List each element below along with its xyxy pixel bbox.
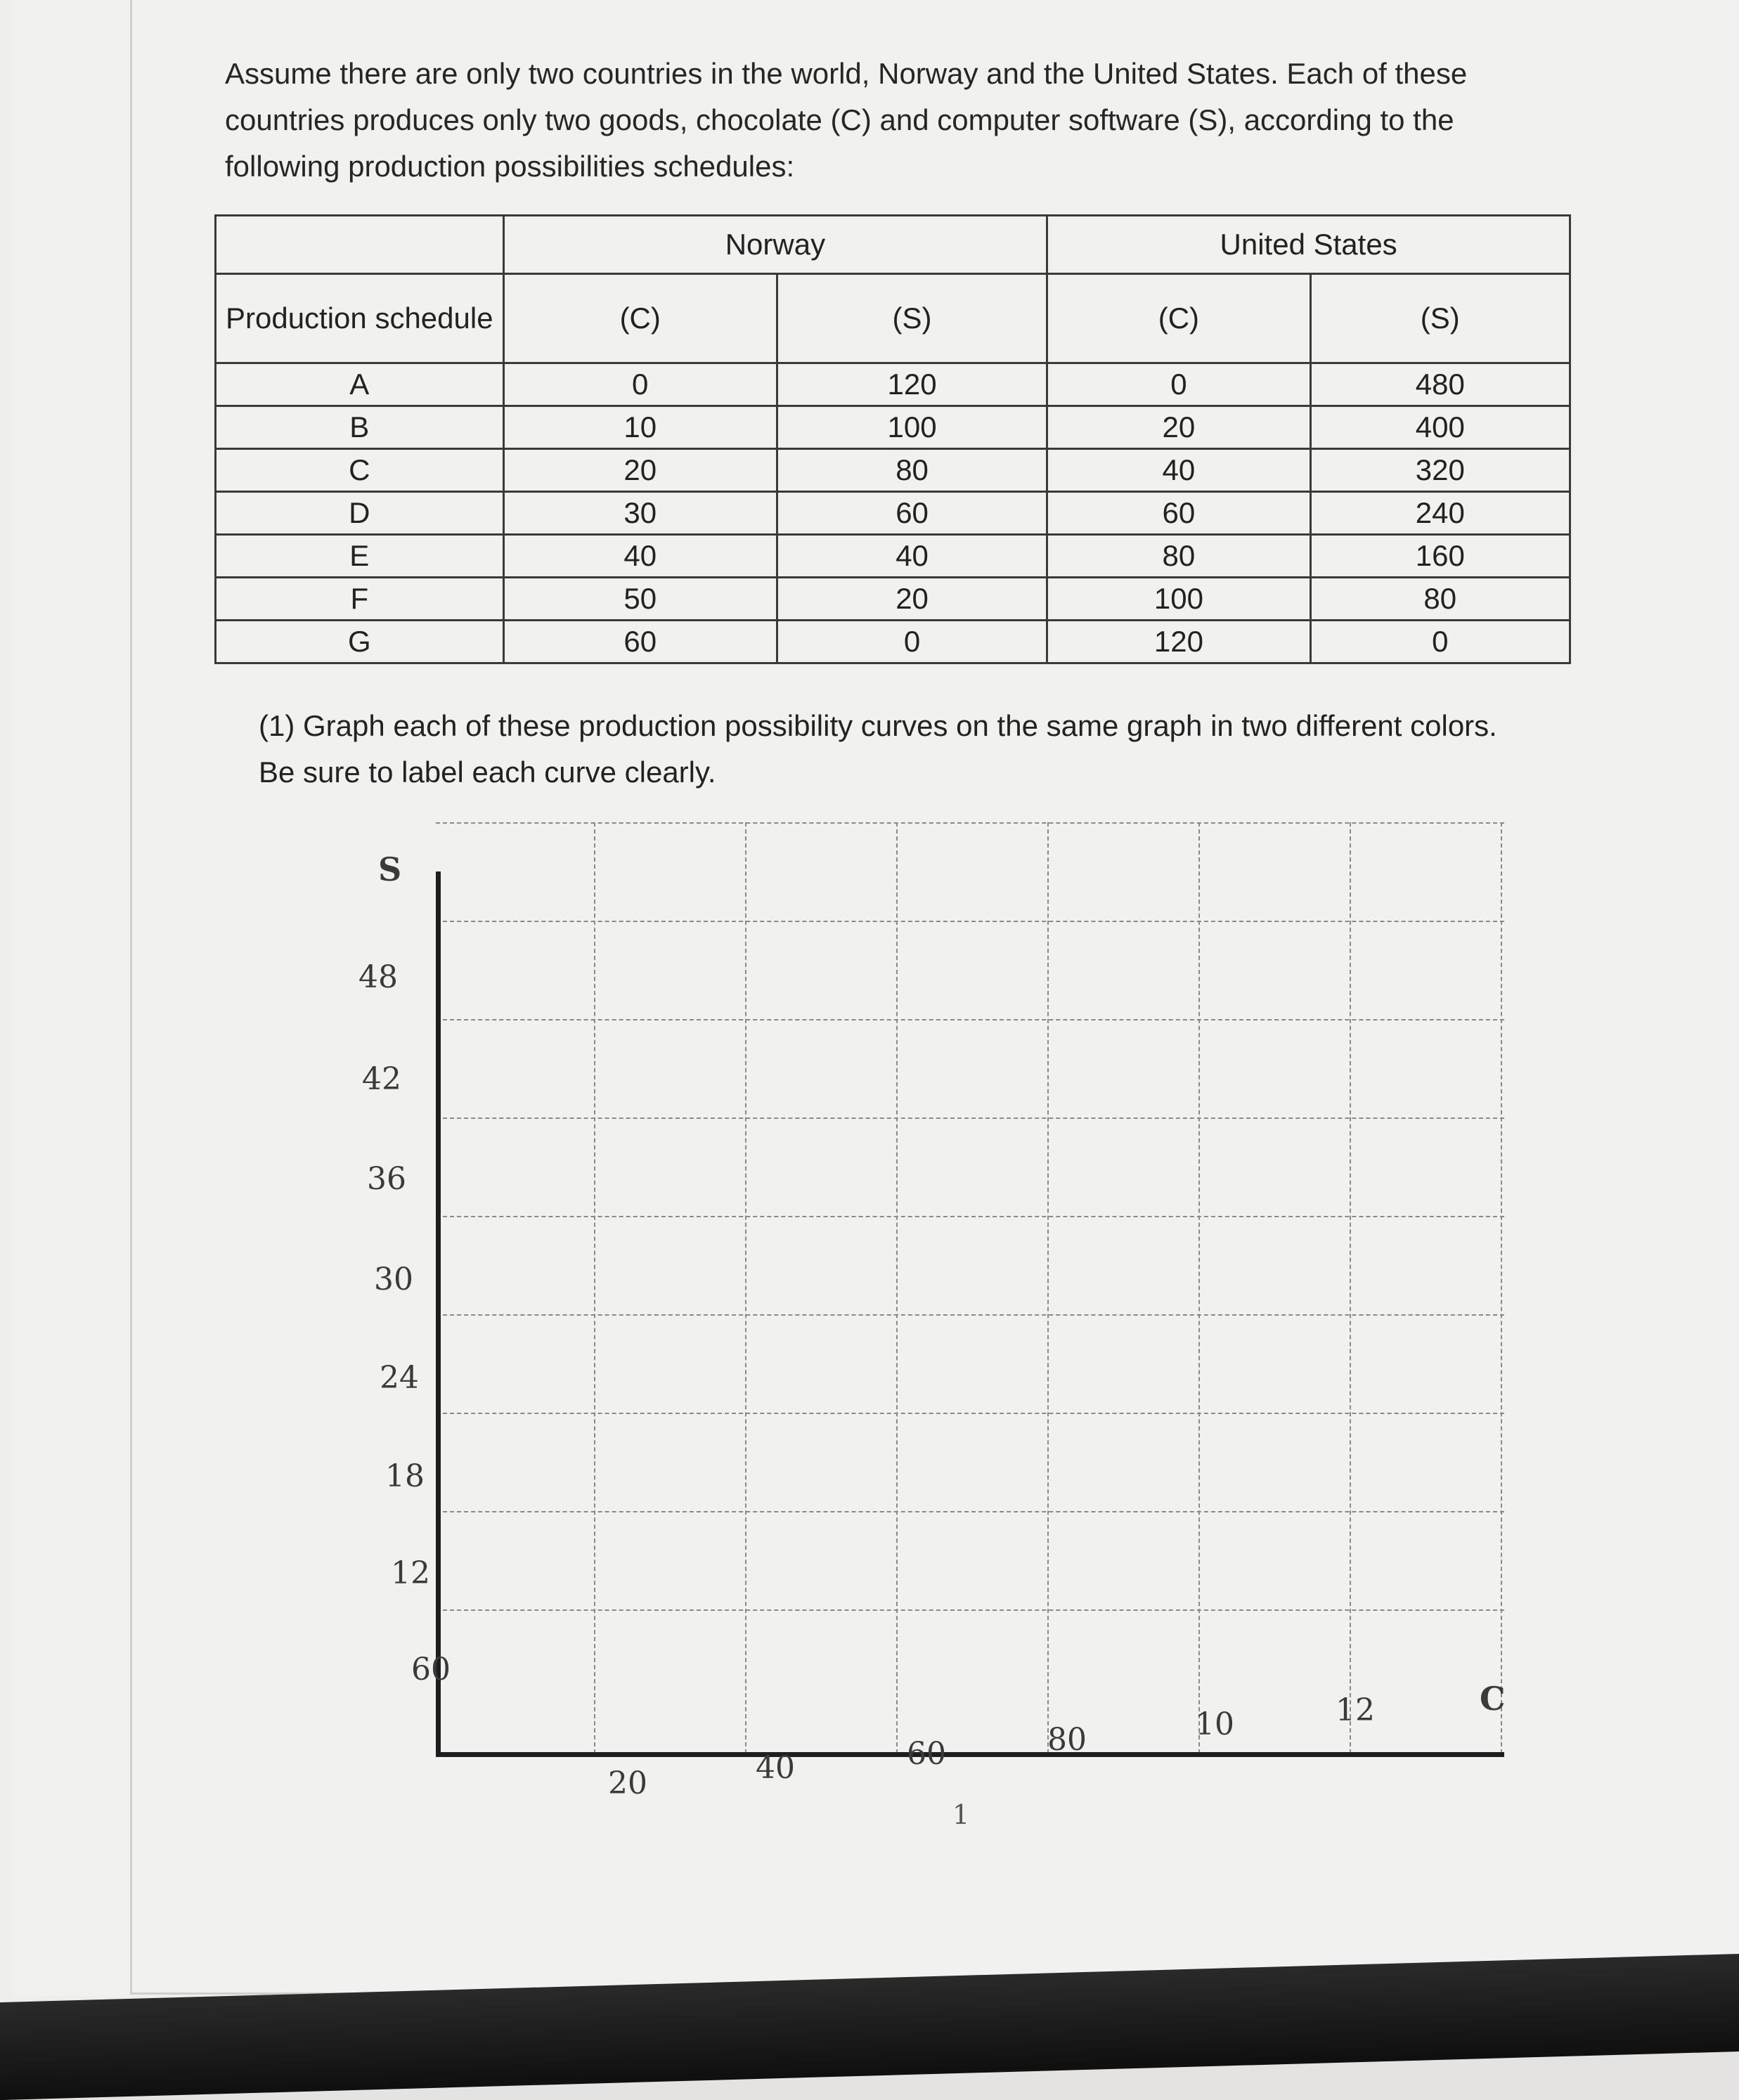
- table-cell: 160: [1310, 535, 1570, 578]
- y-tick-label: 24: [380, 1360, 419, 1396]
- table-cell: 100: [777, 406, 1047, 449]
- table-cell: 60: [777, 492, 1047, 535]
- table-corner-cell: [216, 216, 504, 274]
- table-cell: 400: [1310, 406, 1570, 449]
- grid-line: [436, 1216, 1504, 1219]
- table-row: [216, 449, 1570, 492]
- intro-line-2: countries produces only two goods, chocolate (C) and computer software (S), according to the: [225, 103, 1454, 136]
- table-cell: 80: [1047, 535, 1310, 578]
- question-line-1: (1) Graph each of these production possibility curves on the same graph in two different colors.: [259, 709, 1497, 742]
- table-cell: 240: [1310, 492, 1570, 535]
- table-cell: 50: [503, 578, 777, 621]
- norway-c-header: (C): [503, 274, 777, 363]
- table-cell: 20: [777, 578, 1047, 621]
- grid-line: [436, 1314, 1504, 1317]
- question-line-2: Be sure to label each curve clearly.: [259, 756, 716, 789]
- table-cell: 120: [1047, 621, 1310, 663]
- table-cell: 100: [1047, 578, 1310, 621]
- table-cell: 0: [503, 363, 777, 406]
- grid-line: [436, 1609, 1504, 1612]
- x-tick-label: 10: [1195, 1706, 1234, 1742]
- table-cell: 120: [777, 363, 1047, 406]
- table-cell: 20: [503, 449, 777, 492]
- y-axis: [436, 871, 441, 1757]
- blank-graph-grid: [436, 822, 1504, 1757]
- table-cell: B: [216, 406, 504, 449]
- table-cell: 320: [1310, 449, 1570, 492]
- table-cell: 20: [1047, 406, 1310, 449]
- grid-line: [1501, 822, 1504, 1754]
- intro-line-3: following production possibilities schedules:: [225, 150, 795, 183]
- table-cell: 60: [503, 621, 777, 663]
- table-cell: 80: [1310, 578, 1570, 621]
- x-axis: [436, 1752, 1504, 1757]
- us-c-header: (C): [1047, 274, 1310, 363]
- intro-line-1: Assume there are only two countries in the world, Norway and the United States. Each of these: [225, 57, 1468, 90]
- grid-line: [1350, 822, 1352, 1754]
- grid-line: [436, 1117, 1504, 1120]
- table-cell: 80: [777, 449, 1047, 492]
- grid-line: [896, 822, 899, 1754]
- table-cell: 0: [1310, 621, 1570, 663]
- x-tick-label: 40: [756, 1750, 795, 1786]
- y-tick-label: 42: [362, 1061, 401, 1097]
- table-cell: F: [216, 578, 504, 621]
- grid-line: [436, 921, 1504, 923]
- table-row: [216, 621, 1570, 663]
- intro-text: [225, 51, 1560, 190]
- table-cell: 0: [777, 621, 1047, 663]
- y-tick-label: 48: [358, 959, 398, 995]
- grid-line: [745, 822, 748, 1754]
- y-tick-label: 18: [385, 1458, 425, 1494]
- table-cell: 40: [503, 535, 777, 578]
- x-tick-label: 60: [907, 1736, 946, 1772]
- table-cell: 0: [1047, 363, 1310, 406]
- table-cell: 30: [503, 492, 777, 535]
- y-tick-label: 60: [411, 1652, 451, 1687]
- table-cell: 40: [1047, 449, 1310, 492]
- table-cell: G: [216, 621, 504, 663]
- x-tick-label: 20: [608, 1765, 647, 1801]
- schedule-header: Production schedule: [216, 274, 504, 363]
- grid-line: [436, 822, 1504, 825]
- grid-line: [1198, 822, 1201, 1754]
- production-schedule-table: [214, 214, 1571, 664]
- table-cell: 480: [1310, 363, 1570, 406]
- table-cell: A: [216, 363, 504, 406]
- table-row: [216, 492, 1570, 535]
- x-tick-label: 80: [1047, 1722, 1087, 1758]
- table-cell: 10: [503, 406, 777, 449]
- question-text: [259, 703, 1594, 796]
- table-cell: E: [216, 535, 504, 578]
- table-cell: 60: [1047, 492, 1310, 535]
- grid-line: [1047, 822, 1050, 1754]
- y-tick-label: 30: [374, 1262, 413, 1297]
- table-cell: C: [216, 449, 504, 492]
- y-tick-label: 12: [391, 1555, 430, 1591]
- table-cell: D: [216, 492, 504, 535]
- grid-line: [436, 1511, 1504, 1514]
- table-row: [216, 363, 1570, 406]
- table-row: [216, 406, 1570, 449]
- table-cell: 40: [777, 535, 1047, 578]
- grid-line: [436, 1019, 1504, 1022]
- y-axis-name: S: [378, 850, 402, 888]
- table-row: [216, 578, 1570, 621]
- y-tick-label: 36: [367, 1161, 406, 1197]
- grid-line: [436, 1413, 1504, 1415]
- x-axis-name: C: [1480, 1680, 1506, 1718]
- table-row: [216, 535, 1570, 578]
- stray-mark: 1: [952, 1799, 970, 1830]
- x-tick-label: 12: [1336, 1692, 1375, 1728]
- norway-s-header: (S): [777, 274, 1047, 363]
- norway-header: Norway: [503, 216, 1047, 274]
- us-s-header: (S): [1310, 274, 1570, 363]
- us-header: United States: [1047, 216, 1570, 274]
- grid-line: [594, 822, 597, 1754]
